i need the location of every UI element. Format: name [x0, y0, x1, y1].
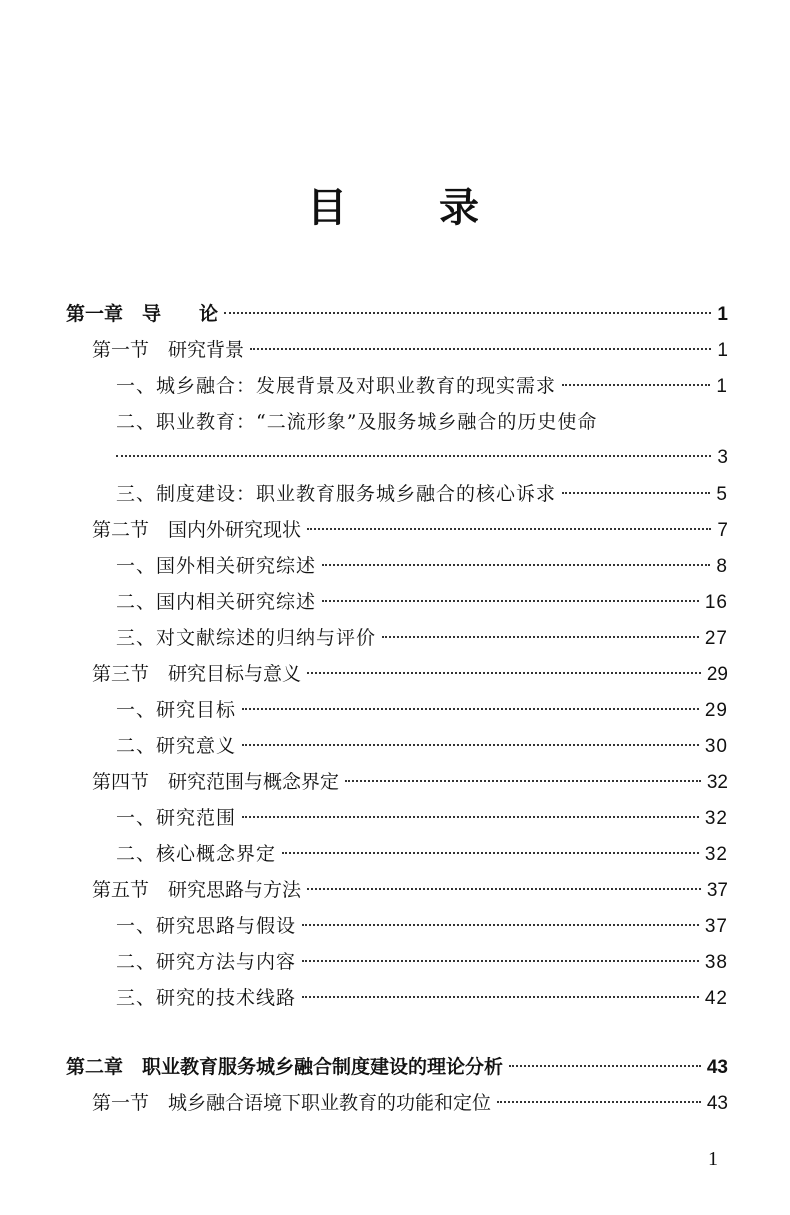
dot-leader — [224, 312, 711, 314]
dot-leader — [382, 636, 699, 638]
section-label: 第三节 研究目标与意义 — [92, 663, 302, 685]
item-page-number: 16 — [704, 592, 728, 613]
chapter-page-number: 1 — [717, 304, 728, 325]
dot-leader — [302, 960, 699, 962]
section-page-number: 7 — [717, 520, 728, 541]
dot-leader — [242, 816, 699, 818]
item-page-number: 42 — [704, 988, 728, 1009]
item-label: 二、职业教育：“二流形象”及服务城乡融合的历史使命 — [116, 411, 598, 433]
item-page-number: 8 — [716, 556, 728, 577]
dot-leader — [250, 348, 711, 350]
toc-item[interactable] — [116, 624, 728, 653]
footer-page-number: 1 — [708, 1148, 718, 1170]
section-page-number: 43 — [706, 1093, 728, 1114]
item-label: 一、研究范围 — [116, 807, 237, 829]
item-label: 三、对文献综述的归纳与评价 — [116, 627, 377, 649]
item-label: 一、研究思路与假设 — [116, 915, 297, 937]
toc-section[interactable] — [92, 768, 728, 797]
item-label: 一、城乡融合：发展背景及对职业教育的现实需求 — [116, 375, 557, 397]
toc-section[interactable] — [92, 336, 728, 365]
item-label: 三、制度建设：职业教育服务城乡融合的核心诉求 — [116, 483, 557, 505]
item-page-number: 27 — [704, 628, 728, 649]
item-label: 二、研究方法与内容 — [116, 951, 297, 973]
item-label: 一、研究目标 — [116, 699, 237, 721]
toc-item[interactable] — [116, 912, 728, 941]
toc-item[interactable] — [116, 948, 728, 977]
chapter-page-number: 43 — [706, 1057, 728, 1078]
page-title: 目 录 — [307, 185, 483, 231]
chapter-label: 第一章 导 论 — [66, 303, 219, 325]
toc-item[interactable] — [116, 984, 728, 1013]
item-page-number: 37 — [704, 916, 728, 937]
toc-item[interactable] — [116, 372, 728, 401]
item-page-number: 32 — [704, 808, 728, 829]
section-page-number: 32 — [706, 772, 728, 793]
toc-item[interactable] — [116, 696, 728, 725]
dot-leader — [322, 600, 699, 602]
toc-item-wrapped[interactable] — [116, 408, 597, 436]
section-page-number: 1 — [717, 340, 728, 361]
section-page-number: 37 — [706, 880, 728, 901]
toc-item[interactable] — [116, 732, 728, 761]
section-label: 第二节 国内外研究现状 — [92, 519, 302, 541]
dot-leader — [509, 1065, 701, 1067]
item-page-number: 1 — [716, 376, 728, 397]
dot-leader — [322, 564, 710, 566]
section-label: 第一节 研究背景 — [92, 339, 245, 361]
item-label: 二、国内相关研究综述 — [116, 591, 317, 613]
toc-chapter-1[interactable] — [66, 300, 728, 329]
toc-section[interactable] — [92, 876, 728, 905]
dot-leader — [307, 672, 701, 674]
item-page-number: 5 — [716, 484, 728, 505]
dot-leader — [302, 924, 699, 926]
section-label: 第四节 研究范围与概念界定 — [92, 771, 340, 793]
dot-leader — [562, 384, 710, 386]
chapter-label: 第二章 职业教育服务城乡融合制度建设的理论分析 — [66, 1056, 504, 1078]
toc-section[interactable] — [92, 516, 728, 545]
dot-leader — [302, 996, 699, 998]
dot-leader — [242, 708, 699, 710]
dot-leader — [242, 744, 699, 746]
toc-item[interactable] — [116, 804, 728, 833]
section-label: 第五节 研究思路与方法 — [92, 879, 302, 901]
item-page-number: 29 — [704, 700, 728, 721]
dot-leader — [116, 455, 711, 457]
dot-leader — [307, 528, 711, 530]
toc-item[interactable] — [116, 552, 728, 581]
item-page-number: 3 — [717, 447, 728, 468]
item-label: 一、国外相关研究综述 — [116, 555, 317, 577]
item-label: 三、研究的技术线路 — [116, 987, 297, 1009]
toc-item[interactable] — [116, 480, 728, 509]
toc-item[interactable] — [116, 840, 728, 869]
dot-leader — [307, 888, 701, 890]
dot-leader — [497, 1101, 701, 1103]
dot-leader — [562, 492, 710, 494]
toc-item-continuation[interactable] — [116, 444, 728, 472]
item-page-number: 32 — [704, 844, 728, 865]
section-page-number: 29 — [706, 664, 728, 685]
item-page-number: 30 — [704, 736, 728, 757]
dot-leader — [345, 780, 701, 782]
toc-section[interactable] — [92, 1089, 728, 1118]
item-label: 二、研究意义 — [116, 735, 237, 757]
section-label: 第一节 城乡融合语境下职业教育的功能和定位 — [92, 1092, 492, 1114]
dot-leader — [282, 852, 699, 854]
toc-section[interactable] — [92, 660, 728, 689]
item-label: 二、核心概念界定 — [116, 843, 277, 865]
toc-item[interactable] — [116, 588, 728, 617]
toc-chapter-2[interactable] — [66, 1053, 728, 1082]
item-page-number: 38 — [704, 952, 728, 973]
